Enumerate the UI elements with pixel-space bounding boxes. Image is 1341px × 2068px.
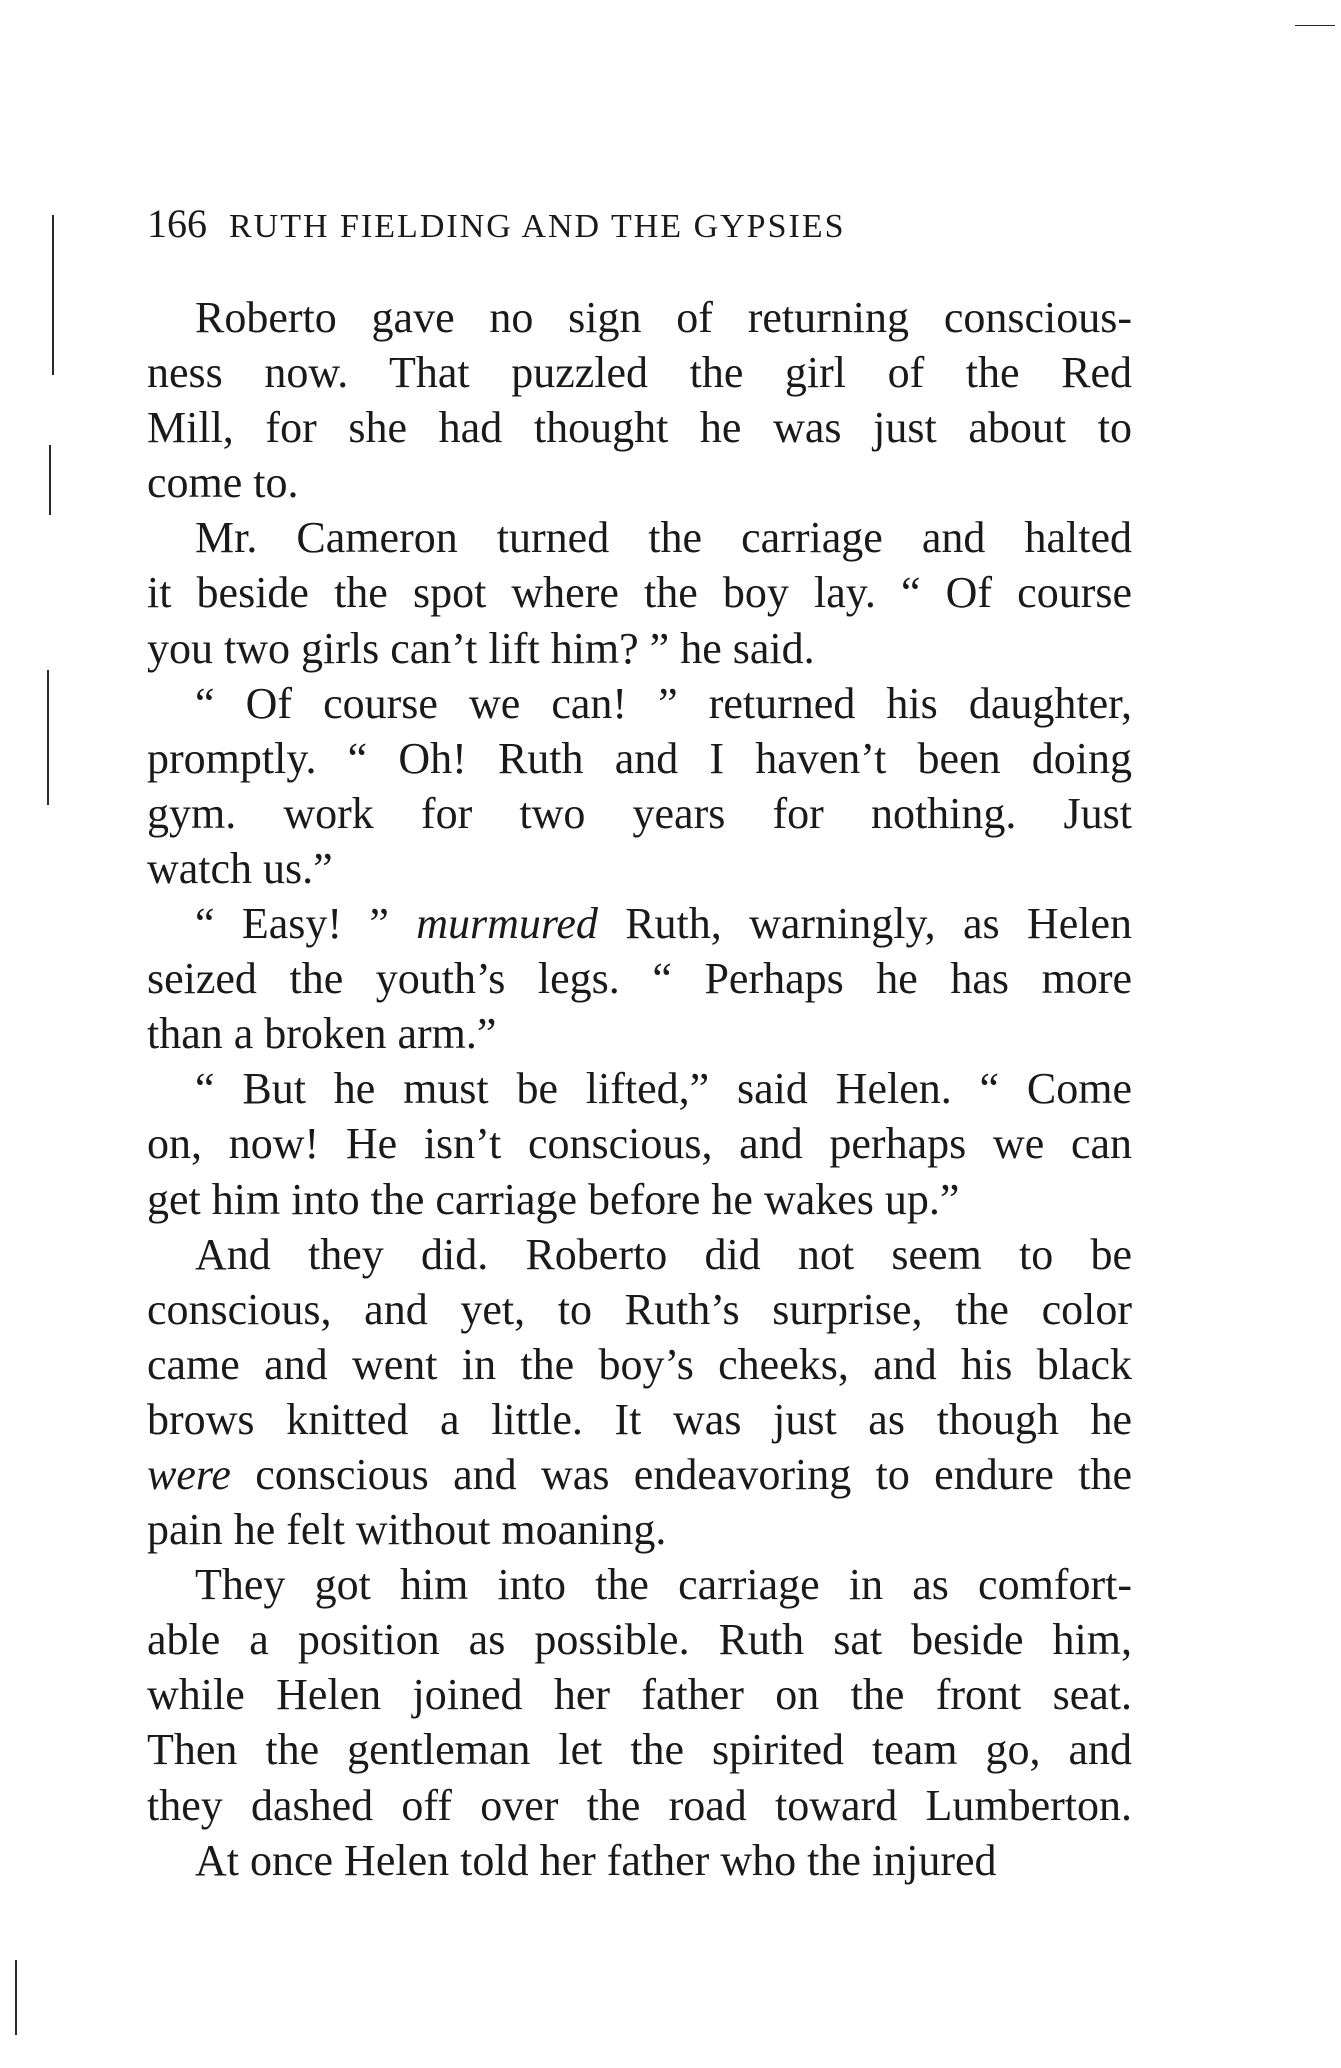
text-line <box>147 786 1132 841</box>
text-run: you two girls can’t lift him? ” he said. <box>147 623 815 673</box>
text-line <box>147 896 1132 951</box>
text-line <box>147 290 1132 345</box>
text-line <box>147 1282 1132 1337</box>
text-line <box>147 1337 1132 1392</box>
text-line <box>147 510 1132 565</box>
text-run: brows knitted a little. It was just as though he <box>147 1394 1132 1444</box>
text-line <box>147 345 1132 400</box>
text-run: Ruth, warningly, as Helen <box>597 899 1132 949</box>
scan-edge-mark <box>49 445 51 515</box>
text-run: conscious, and yet, to Ruth’s surprise, the color <box>147 1284 1132 1334</box>
text-run: “ But he must be lifted,” said Helen. “ Come <box>195 1064 1132 1114</box>
running-title: RUTH FIELDING AND THE GYPSIES <box>229 208 846 245</box>
book-page <box>147 200 1132 1888</box>
scan-edge-mark <box>47 670 49 805</box>
text-run: on, now! He isn’t conscious, and perhaps we can <box>147 1119 1132 1169</box>
text-line <box>147 1061 1132 1116</box>
text-line <box>147 621 1132 676</box>
page-number: 166 <box>147 201 207 246</box>
text-run: Mill, for she had thought he was just about to <box>147 403 1132 453</box>
body-text <box>147 290 1132 1888</box>
text-line <box>147 1006 1132 1061</box>
text-line <box>147 565 1132 620</box>
text-run: promptly. “ Oh! Ruth and I haven’t been doing <box>147 733 1132 783</box>
scan-edge-mark <box>1295 25 1335 26</box>
text-run: They got him into the carriage in as comfort- <box>195 1560 1132 1610</box>
text-run: And they did. Roberto did not seem to be <box>195 1229 1132 1279</box>
text-run: come to. <box>147 458 299 508</box>
text-line <box>147 841 1132 896</box>
text-line <box>147 1612 1132 1667</box>
text-run: Then the gentleman let the spirited team go, and <box>147 1725 1132 1775</box>
text-line <box>147 1227 1132 1282</box>
text-run: gym. work for two years for nothing. Just <box>147 788 1132 838</box>
scan-edge-mark <box>15 1960 17 2035</box>
text-run: “ Of course we can! ” returned his daughter, <box>195 678 1132 728</box>
text-run: Roberto gave no sign of returning conscious- <box>195 293 1132 342</box>
text-line <box>147 1502 1132 1557</box>
text-line <box>147 1722 1132 1777</box>
text-run: ness now. That puzzled the girl of the Red <box>147 348 1132 398</box>
italic-text: murmured <box>416 899 598 949</box>
text-run: get him into the carriage before he wakes up.” <box>147 1174 960 1224</box>
text-line <box>147 1172 1132 1227</box>
text-line <box>147 1557 1132 1612</box>
text-line <box>147 1833 1132 1888</box>
running-head <box>147 200 1132 262</box>
text-line <box>147 1447 1132 1502</box>
text-line <box>147 400 1132 455</box>
text-run: while Helen joined her father on the front seat. <box>147 1670 1132 1720</box>
text-run: watch us.” <box>147 843 333 893</box>
text-run: than a broken arm.” <box>147 1009 497 1059</box>
text-line <box>147 731 1132 786</box>
text-run: able a position as possible. Ruth sat beside him, <box>147 1615 1132 1665</box>
text-line <box>147 951 1132 1006</box>
text-line <box>147 1778 1132 1833</box>
text-run: seized the youth’s legs. “ Perhaps he has more <box>147 954 1132 1004</box>
text-line <box>147 455 1132 510</box>
italic-text: were <box>147 1449 231 1499</box>
text-line <box>147 1116 1132 1171</box>
text-line <box>147 1667 1132 1722</box>
text-run: pain he felt without moaning. <box>147 1505 667 1555</box>
scan-edge-mark <box>52 215 54 375</box>
text-run: they dashed off over the road toward Lumberton. <box>147 1780 1132 1830</box>
text-run: Mr. Cameron turned the carriage and halted <box>195 513 1132 563</box>
text-run: came and went in the boy’s cheeks, and his black <box>147 1339 1132 1389</box>
text-line <box>147 1392 1132 1447</box>
text-run: “ Easy! ” <box>195 899 417 949</box>
text-run: At once Helen told her father who the injured <box>195 1835 997 1885</box>
text-line <box>147 676 1132 731</box>
text-run: conscious and was endeavoring to endure the <box>230 1449 1132 1499</box>
text-run: it beside the spot where the boy lay. “ Of course <box>147 568 1132 618</box>
